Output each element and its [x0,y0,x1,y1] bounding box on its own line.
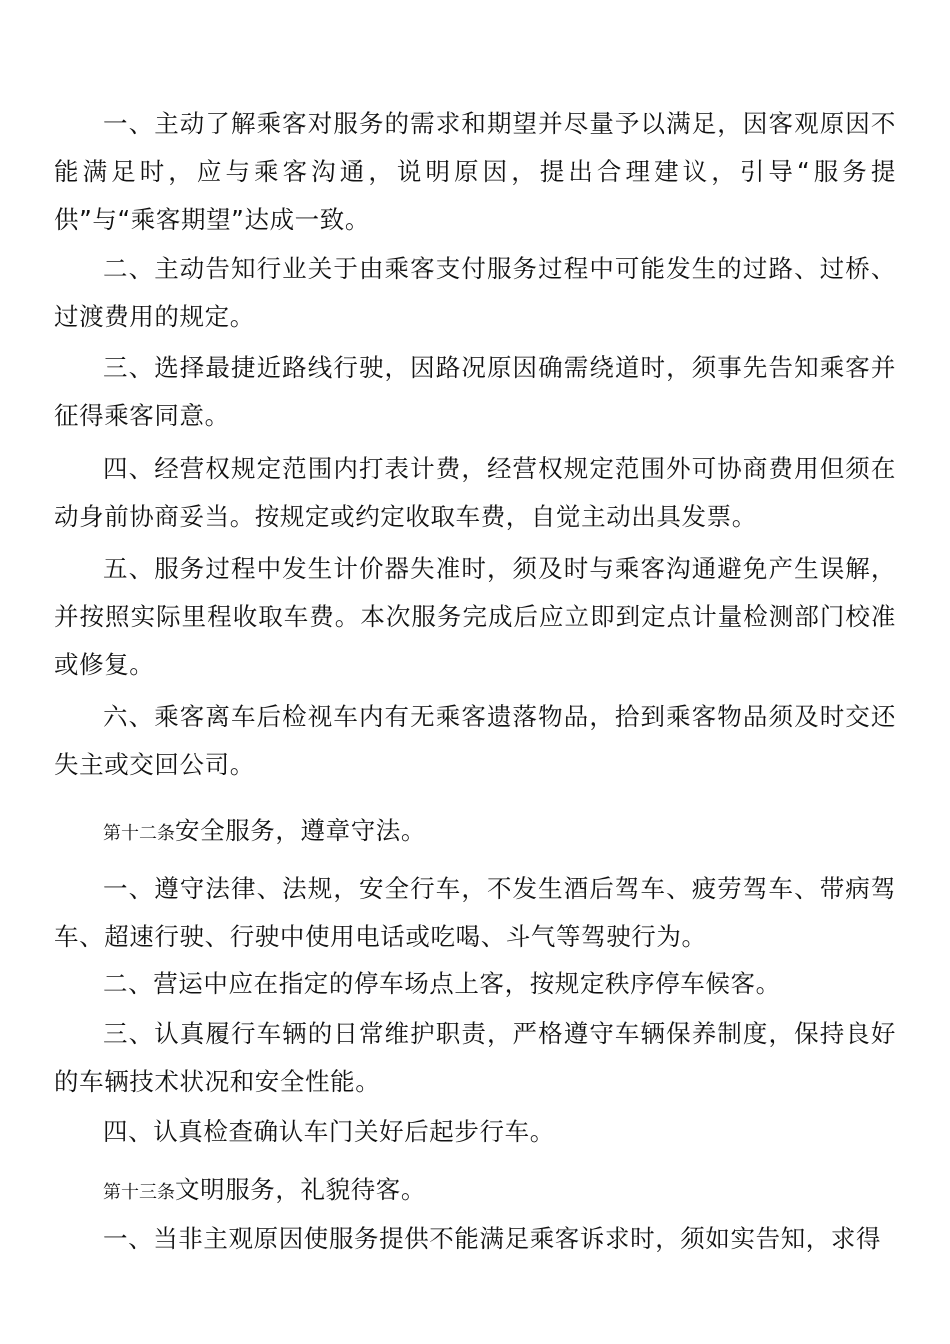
clause-6: 六、乘客离车后检视车内有无乘客遗落物品，拾到乘客物品须及时交还失主或交回公司。 [54,702,896,779]
clause-4: 四、经营权规定范围内打表计费，经营权规定范围外可协商费用但须在动身前协商妥当。按规定或约定收取车费，自觉主动出具发票。 [54,454,896,531]
safety-clause-2: 二、营运中应在指定的停车场点上客，按规定秩序停车候客。 [103,969,781,998]
safety-clause-1: 一、遵守法律、法规，安全行车，不发生酒后驾车、疲劳驾车、带病驾车、超速行驶、行驶中使用电话或吃喝、斗气等驾驶行为。 [54,874,896,951]
article-title: 安全服务，遵章守法。 [175,816,426,845]
clause-2: 二、主动告知行业关于由乘客支付服务过程中可能发生的过路、过桥、过渡费用的规定。 [54,254,896,331]
article-heading-12 [103,807,896,858]
clause-5: 五、服务过程中发生计价器失准时，须及时与乘客沟通避免产生误解，并按照实际里程收取车费。本次服务完成后应立即到定点计量检测部门校准或修复。 [54,554,896,679]
article-number: 第十二条 [103,823,175,844]
clause-3: 三、选择最捷近路线行驶，因路况原因确需绕道时，须事先告知乘客并征得乘客同意。 [54,353,896,430]
article-heading-13 [103,1166,896,1217]
safety-clause-3: 三、认真履行车辆的日常维护职责，严格遵守车辆保养制度，保持良好的车辆技术状况和安全性能。 [54,1019,896,1096]
courtesy-clause-1: 一、当非主观原因使服务提供不能满足乘客诉求时，须如实告知，求得 [103,1224,882,1253]
clause-1: 一、主动了解乘客对服务的需求和期望并尽量予以满足，因客观原因不能满足时，应与乘客沟通，说明原因，提出合理建议，引导“服务提供”与“乘客期望”达成一致。 [54,109,896,234]
article-title: 文明服务，礼貌待客。 [175,1175,426,1204]
article-number: 第十三条 [103,1182,175,1203]
safety-clause-4: 四、认真检查确认车门关好后起步行车。 [103,1117,555,1146]
